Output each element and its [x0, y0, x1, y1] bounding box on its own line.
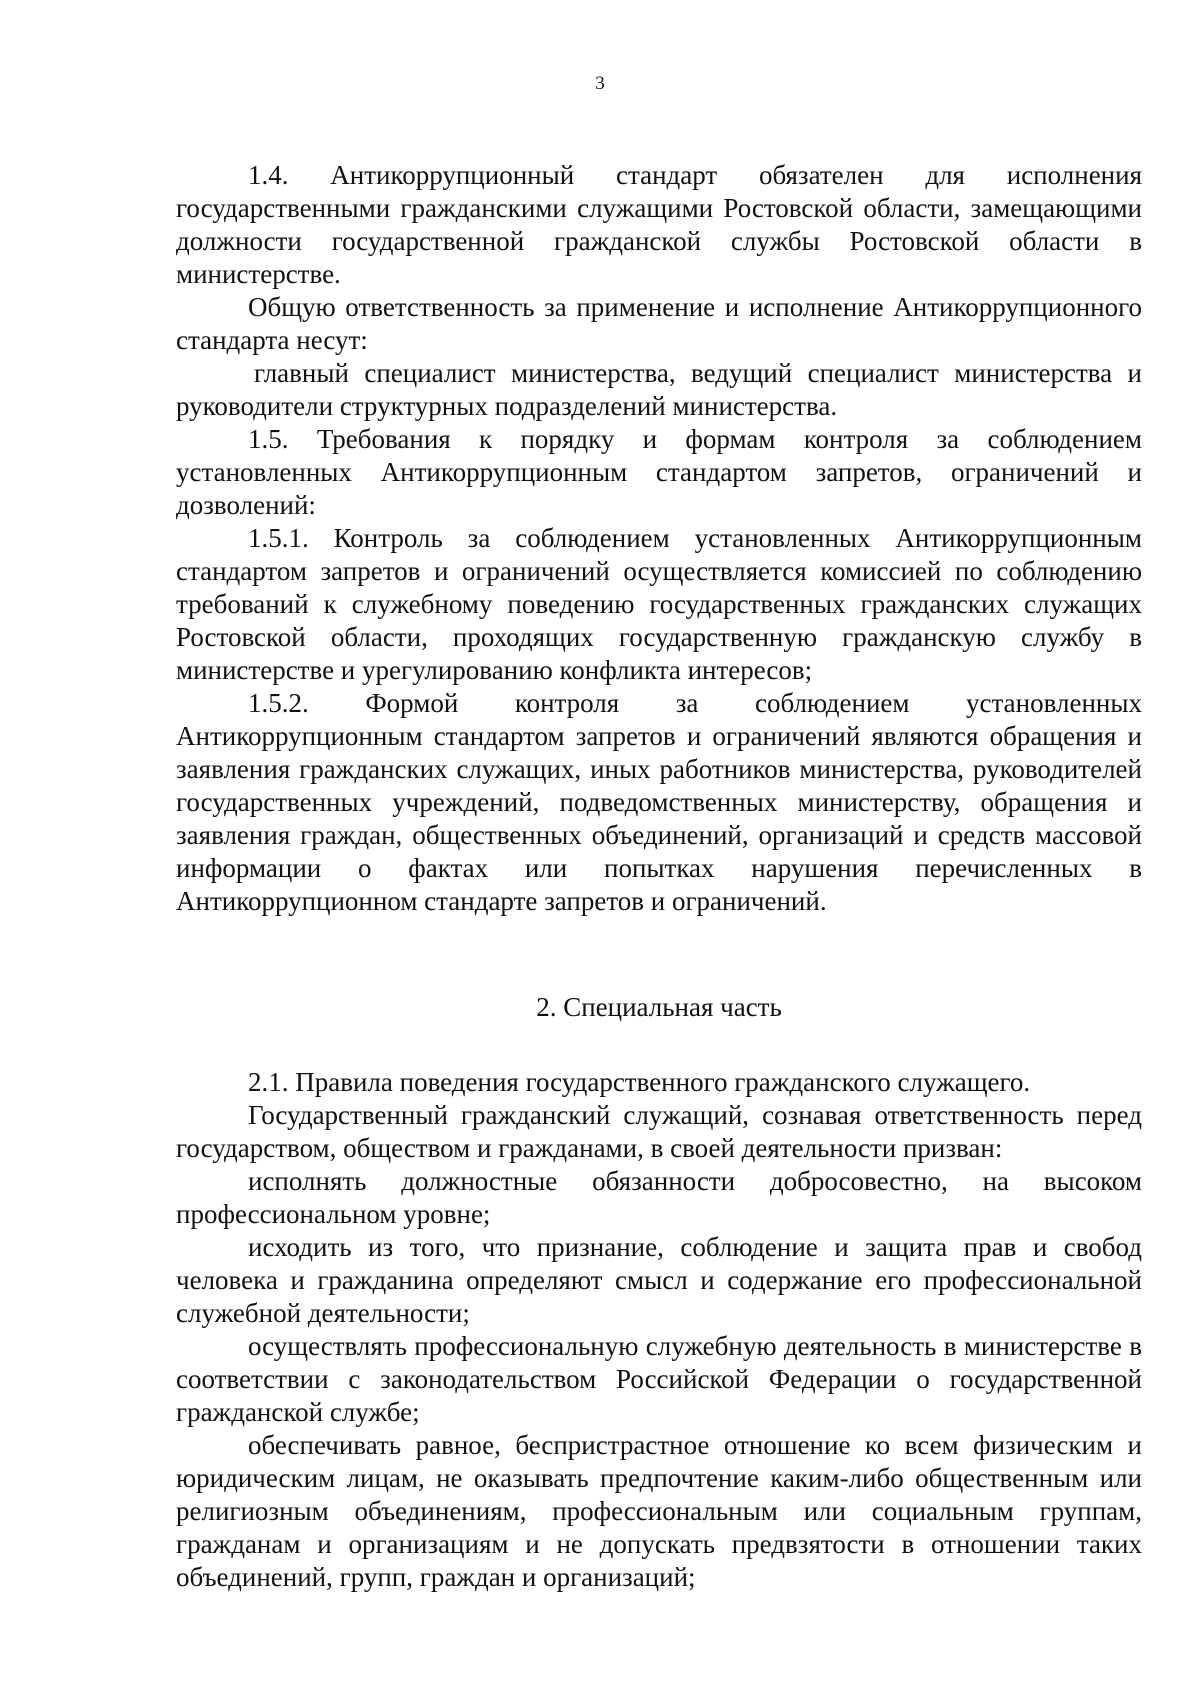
- paragraph-1-5: 1.5. Требования к порядку и формам контроля за соблюдением установленных Антикоррупционным стандартом запретов, ограничений и дозволений:: [176, 424, 1142, 520]
- paragraph-2-1: 2.1. Правила поведения государственного гражданского служащего.: [248, 1067, 1031, 1097]
- paragraph-rights: исходить из того, что признание, соблюдение и защита прав и свобод человека и гражданина определяют смысл и содержание его профессиональной служебной деятельности;: [176, 1232, 1142, 1328]
- paragraph-responsible-persons: главный специалист министерства, ведущий специалист министерства и руководители структурных подразделений министерства.: [176, 358, 1142, 421]
- section-heading: 2. Специальная часть: [536, 992, 782, 1022]
- paragraph-1-5-2: 1.5.2. Формой контроля за соблюдением установленных Антикоррупционным стандартом запретов и ограничений являются обращения и заявления гражданских служащих, иных работников министерства, руководителей государственных учреждений, подведомственных министерству, обращения и заявления граждан, общественных объединений, организаций и средств массовой информации о фактах или попытках нарушения перечисленных в Антикоррупционном стандарте запретов и ограничений.: [176, 688, 1142, 916]
- paragraph-responsibility: Общую ответственность за применение и исполнение Антикоррупционного стандарта несут:: [176, 292, 1142, 355]
- paragraph-legislation: осуществлять профессиональную служебную деятельность в министерстве в соответствии с законодательством Российской Федерации о государственной гражданской службе;: [176, 1331, 1142, 1427]
- page-number: 3: [595, 73, 605, 94]
- paragraph-servant-called: Государственный гражданский служащий, сознавая ответственность перед государством, обществом и гражданами, в своей деятельности призван:: [176, 1100, 1142, 1163]
- paragraph-equal-treatment: обеспечивать равное, беспристрастное отношение ко всем физическим и юридическим лицам, не оказывать предпочтение каким-либо общественным или религиозным объединениям, профессиональным или социальным группам, гражданам и организациям и не допускать предвзятости в отношении таких объединений, групп, граждан и организаций;: [176, 1430, 1142, 1592]
- paragraph-1-5-1: 1.5.1. Контроль за соблюдением установленных Антикоррупционным стандартом запретов и ограничений осуществляется комиссией по соблюдению требований к служебному поведению государственных гражданских служащих Ростовской области, проходящих государственную гражданскую службу в министерстве и урегулированию конфликта интересов;: [176, 523, 1142, 685]
- paragraph-duties: исполнять должностные обязанности добросовестно, на высоком профессиональном уровне;: [176, 1166, 1142, 1229]
- paragraph-1-4: 1.4. Антикоррупционный стандарт обязателен для исполнения государственными гражданскими служащими Ростовской области, замещающими должности государственной гражданской службы Ростовской области в министерстве.: [176, 160, 1142, 289]
- document-body: [176, 159, 1142, 1594]
